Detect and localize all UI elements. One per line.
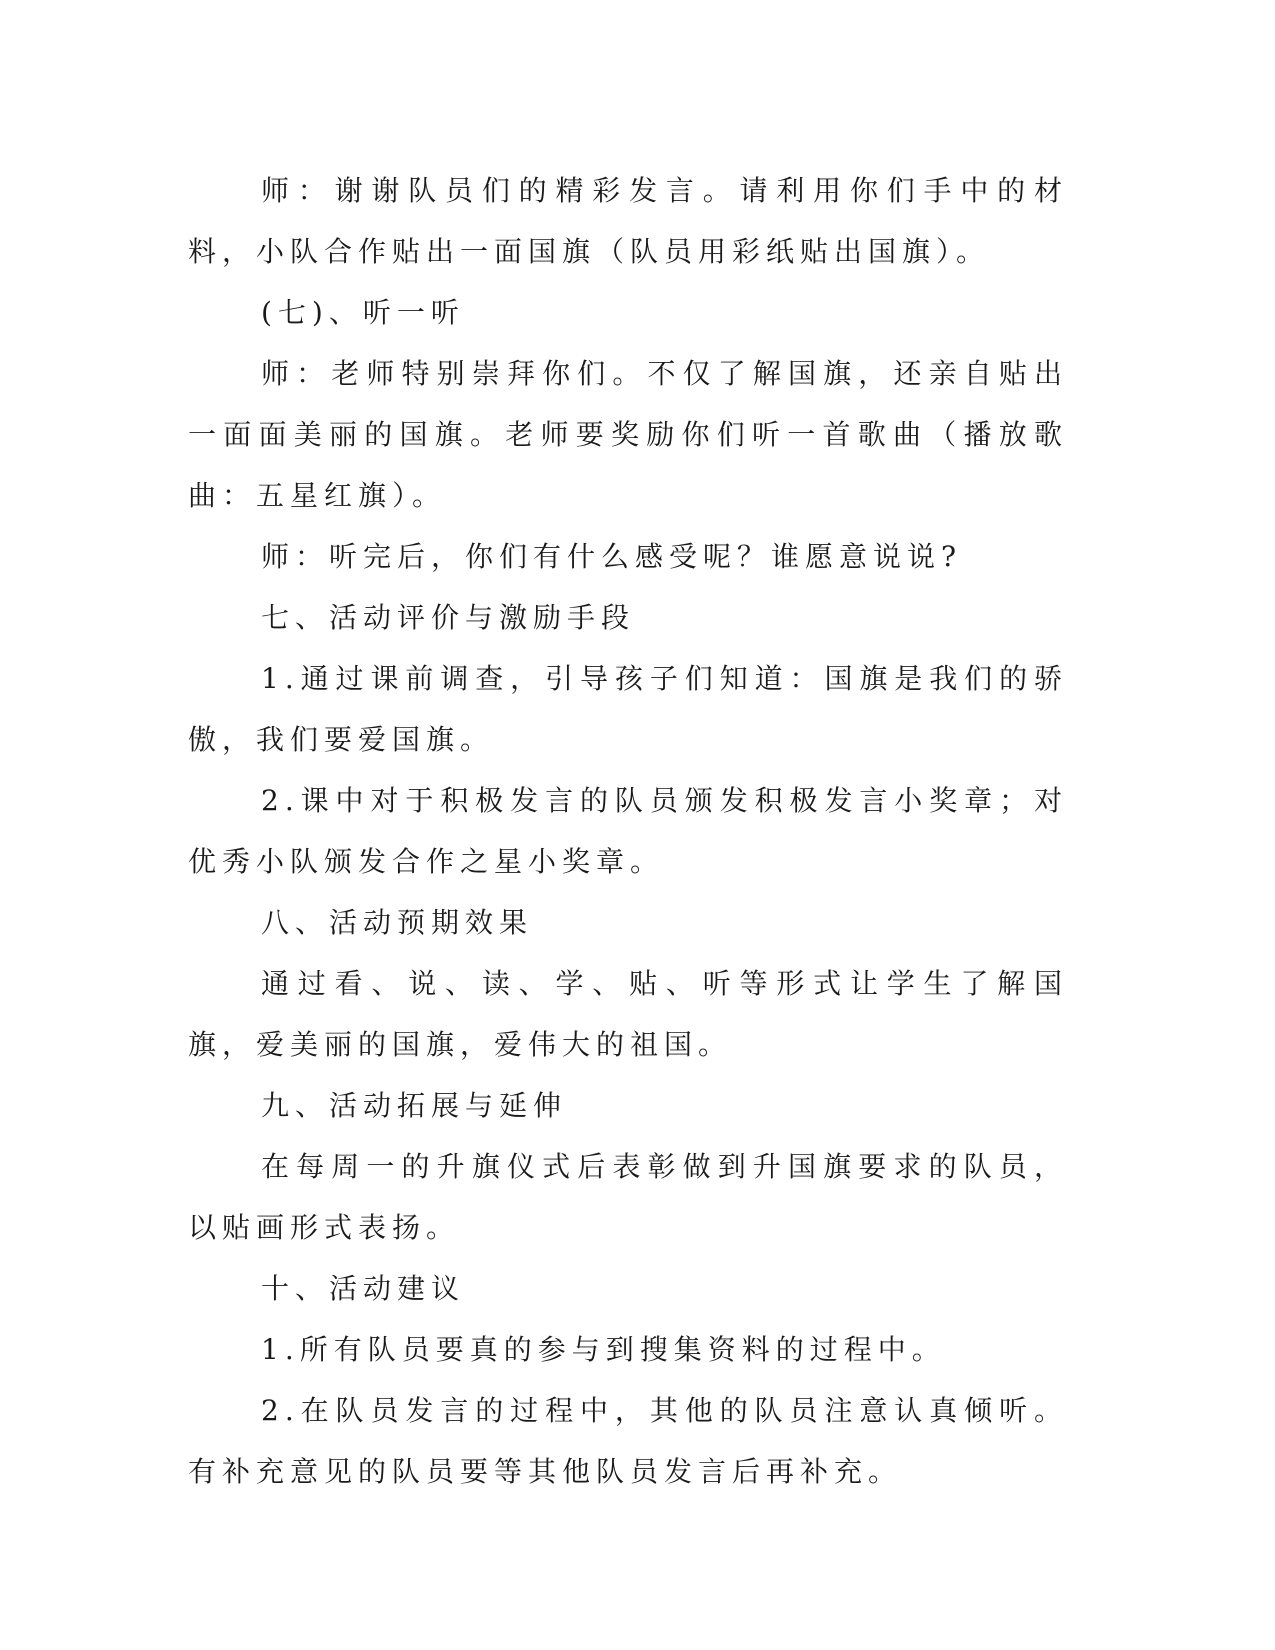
paragraph-evaluation-1: 1.通过课前调查，引导孩子们知道：国旗是我们的骄傲，我们要爱国旗。 xyxy=(188,662,1068,756)
heading-listen: (七)、听一听 xyxy=(261,296,465,329)
heading-extension: 九、活动拓展与延伸 xyxy=(261,1089,568,1122)
heading-expected-effect: 八、活动预期效果 xyxy=(261,906,534,939)
paragraph-teacher-admire: 师：老师特别崇拜你们。不仅了解国旗，还亲自贴出一面面美丽的国旗。老师要奖励你们听一首歌曲（播放歌曲：五星红旗）。 xyxy=(188,357,1068,512)
paragraph-evaluation-2: 2.课中对于积极发言的队员颁发积极发言小奖章；对优秀小队颁发合作之星小奖章。 xyxy=(188,784,1068,878)
paragraph-teacher-thanks: 师：谢谢队员们的精彩发言。请利用你们手中的材料，小队合作贴出一面国旗（队员用彩纸贴出国旗）。 xyxy=(188,174,1068,268)
paragraph-teacher-question: 师：听完后，你们有什么感受呢？谁愿意说说? xyxy=(261,540,963,573)
heading-suggestions: 十、活动建议 xyxy=(261,1272,466,1305)
paragraph-extension: 在每周一的升旗仪式后表彰做到升国旗要求的队员，以贴画形式表扬。 xyxy=(188,1150,1068,1244)
heading-evaluation: 七、活动评价与激励手段 xyxy=(261,601,636,634)
document-body xyxy=(188,160,1068,1502)
paragraph-suggestion-2: 2.在队员发言的过程中，其他的队员注意认真倾听。有补充意见的队员要等其他队员发言后再补充。 xyxy=(188,1394,1068,1488)
paragraph-expected-effect: 通过看、说、读、学、贴、听等形式让学生了解国旗，爱美丽的国旗，爱伟大的祖国。 xyxy=(188,967,1068,1061)
paragraph-suggestion-1: 1.所有队员要真的参与到搜集资料的过程中。 xyxy=(261,1333,946,1366)
